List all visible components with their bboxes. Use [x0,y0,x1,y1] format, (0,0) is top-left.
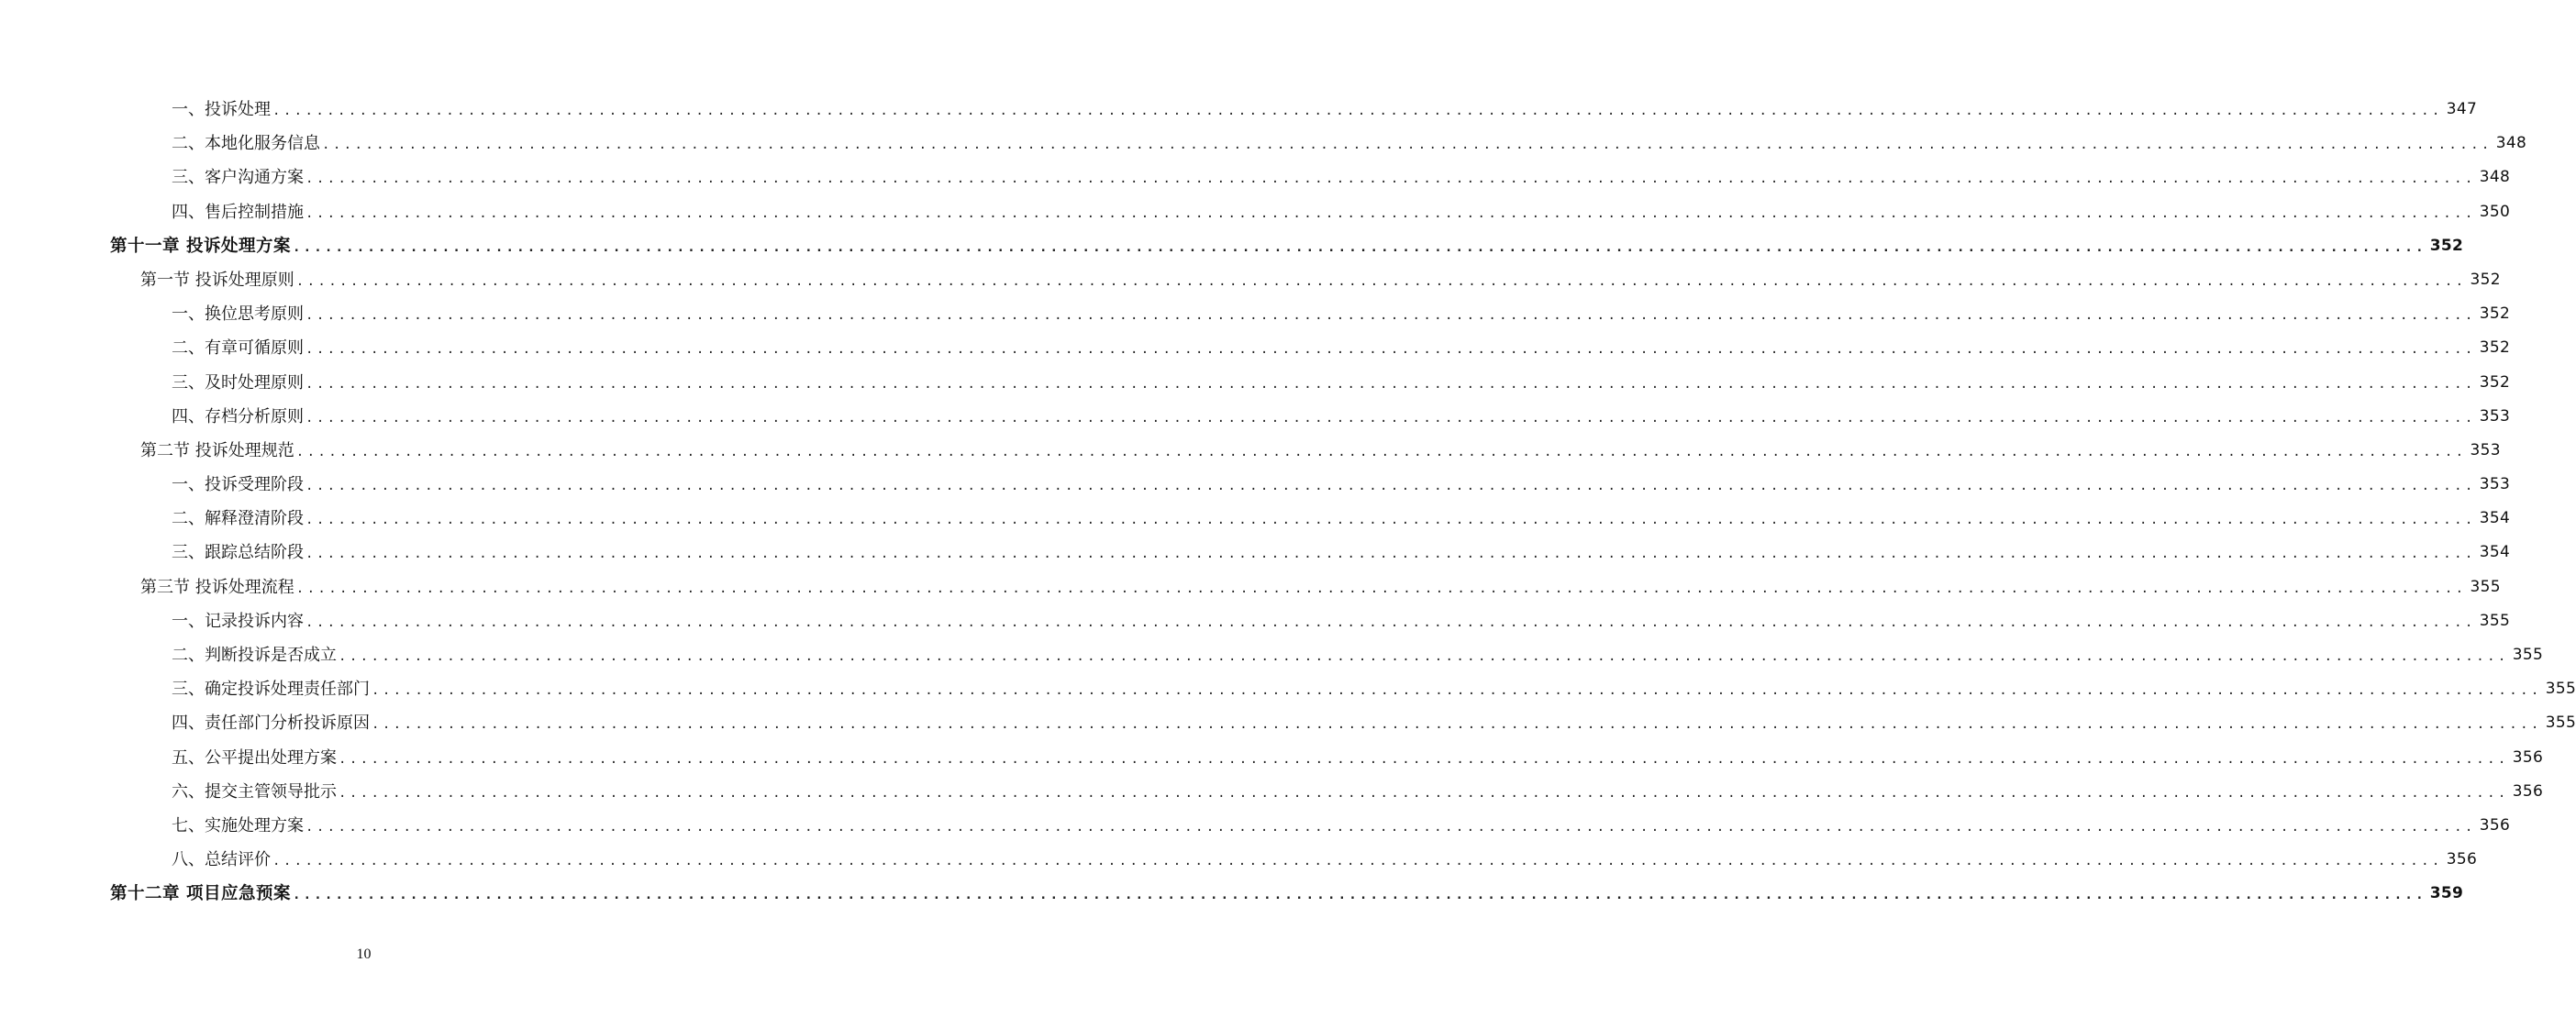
toc-entry-title: 一、投诉受理阶段 [172,475,304,495]
toc-entry-title: 八、总结评价 [172,850,271,870]
toc-entry-title: 四、售后控制措施 [172,202,304,222]
toc-entry-page-number: 353 [2479,406,2511,426]
toc-entry-title: 二、判断投诉是否成立 [172,646,337,665]
toc-entry-item[interactable] [0,366,2511,400]
toc-entry-item[interactable] [0,331,2511,365]
toc-entry-item[interactable] [0,93,2478,127]
toc-entry-page-number: 347 [2446,100,2478,118]
dot-leader: ........................................................................................................................................................................................................ [305,376,2476,392]
toc-entry-page-number: 352 [2479,372,2511,392]
dot-leader: ........................................................................................................................................................................................................ [305,819,2476,835]
toc-entry-title: 三、跟踪总结阶段 [172,543,304,563]
toc-entry-title: 三、客户沟通方案 [172,168,304,188]
toc-entry-title: 七、实施处理方案 [172,815,304,835]
dot-leader: ........................................................................................................................................................................................................ [305,172,2476,187]
toc-entry-page-number: 355 [2470,577,2501,596]
dot-leader: ........................................................................................................................................................................................................ [305,342,2476,358]
dot-leader: ........................................................................................................................................................................................................ [305,479,2476,494]
dot-leader: ........................................................................................................................................................................................................ [339,751,2509,767]
toc-entry-title: 四、责任部门分析投诉原因 [172,714,370,734]
page-number: 10 [356,946,372,962]
toc-entry-item[interactable] [0,195,2511,229]
toc-entry-item[interactable] [0,297,2511,331]
toc-entry-title: 第一节 投诉处理原则 [140,270,294,290]
dot-leader: ........................................................................................................................................................................................................ [295,581,2467,596]
toc-entry-page-number: 355 [2545,714,2576,733]
toc-entry-item[interactable] [0,536,2511,570]
toc-entry-page-number: 356 [2512,781,2544,801]
toc-entry-title: 三、及时处理原则 [172,372,304,393]
toc-entry-item[interactable] [0,127,2527,160]
toc-entry-item[interactable] [0,775,2544,809]
toc-entry-item[interactable] [0,468,2511,502]
toc-entry-item[interactable] [0,604,2511,638]
toc-entry-title: 第十一章 投诉处理方案 [110,236,291,256]
toc-entry-title: 四、存档分析原则 [172,406,304,426]
toc-entry-page-number: 356 [2446,850,2478,869]
toc-entry-title: 二、本地化服务信息 [172,134,320,154]
dot-leader: ........................................................................................................................................................................................................ [305,205,2476,221]
dot-leader: ........................................................................................................................................................................................................ [339,785,2509,801]
toc-entry-item[interactable] [0,706,2576,740]
dot-leader: ........................................................................................................................................................................................................ [295,273,2467,289]
toc-entry-item[interactable] [0,400,2511,434]
dot-leader: ........................................................................................................................................................................................................ [305,614,2476,630]
toc-entry-section[interactable] [0,570,2501,604]
toc-entry-page-number: 352 [2479,304,2511,324]
toc-entry-item[interactable] [0,672,2576,706]
toc-entry-title: 三、确定投诉处理责任部门 [172,680,370,700]
toc-entry-page-number: 352 [2470,270,2501,289]
toc-entry-page-number: 356 [2512,747,2544,767]
toc-entry-title: 二、解释澄清阶段 [172,509,304,529]
dot-leader: ........................................................................................................................................................................................................ [292,888,2426,903]
toc-entry-page-number: 354 [2479,509,2511,528]
dot-leader: ........................................................................................................................................................................................................ [272,854,2443,869]
toc-entry-title: 一、换位思考原则 [172,304,304,325]
toc-entry-page-number: 353 [2479,475,2511,494]
table-of-contents [0,93,2576,912]
toc-entry-title: 一、投诉处理 [172,100,271,119]
toc-entry-page-number: 359 [2429,884,2464,903]
toc-entry-item[interactable] [0,741,2544,775]
toc-entry-chapter[interactable] [0,229,2464,263]
toc-entry-item[interactable] [0,809,2511,843]
toc-entry-title: 第十二章 项目应急预案 [110,884,291,904]
dot-leader: ........................................................................................................................................................................................................ [339,649,2509,664]
toc-entry-title: 二、有章可循原则 [172,338,304,359]
toc-entry-item[interactable] [0,160,2511,194]
toc-entry-page-number: 352 [2429,236,2464,255]
toc-entry-title: 第二节 投诉处理规范 [140,440,294,460]
toc-entry-item[interactable] [0,843,2478,877]
dot-leader: ........................................................................................................................................................................................................ [372,683,2542,699]
toc-entry-page-number: 350 [2479,202,2511,221]
dot-leader: ........................................................................................................................................................................................................ [372,717,2542,733]
toc-entry-page-number: 348 [2479,168,2511,187]
dot-leader: ........................................................................................................................................................................................................ [305,308,2476,324]
toc-entry-page-number: 355 [2545,680,2576,699]
dot-leader: ........................................................................................................................................................................................................ [305,410,2476,426]
dot-leader: ........................................................................................................................................................................................................ [305,547,2476,562]
toc-entry-page-number: 354 [2479,543,2511,562]
dot-leader: ........................................................................................................................................................................................................ [292,239,2426,255]
toc-entry-title: 一、记录投诉内容 [172,611,304,631]
toc-entry-page-number: 355 [2512,646,2544,664]
toc-entry-item[interactable] [0,638,2544,672]
dot-leader: ........................................................................................................................................................................................................ [305,513,2476,528]
dot-leader: ........................................................................................................................................................................................................ [322,138,2493,153]
toc-entry-title: 六、提交主管领导批示 [172,781,337,802]
toc-entry-chapter[interactable] [0,877,2464,911]
toc-entry-page-number: 352 [2479,338,2511,358]
toc-entry-item[interactable] [0,502,2511,536]
toc-entry-title: 五、公平提出处理方案 [172,747,337,768]
toc-entry-page-number: 355 [2479,611,2511,630]
dot-leader: ........................................................................................................................................................................................................ [272,104,2443,118]
toc-entry-page-number: 348 [2495,134,2527,153]
toc-entry-section[interactable] [0,263,2501,297]
dot-leader: ........................................................................................................................................................................................................ [295,444,2467,459]
toc-entry-page-number: 356 [2479,815,2511,835]
toc-entry-section[interactable] [0,434,2501,468]
toc-entry-page-number: 353 [2470,440,2501,459]
toc-entry-title: 第三节 投诉处理流程 [140,577,294,597]
